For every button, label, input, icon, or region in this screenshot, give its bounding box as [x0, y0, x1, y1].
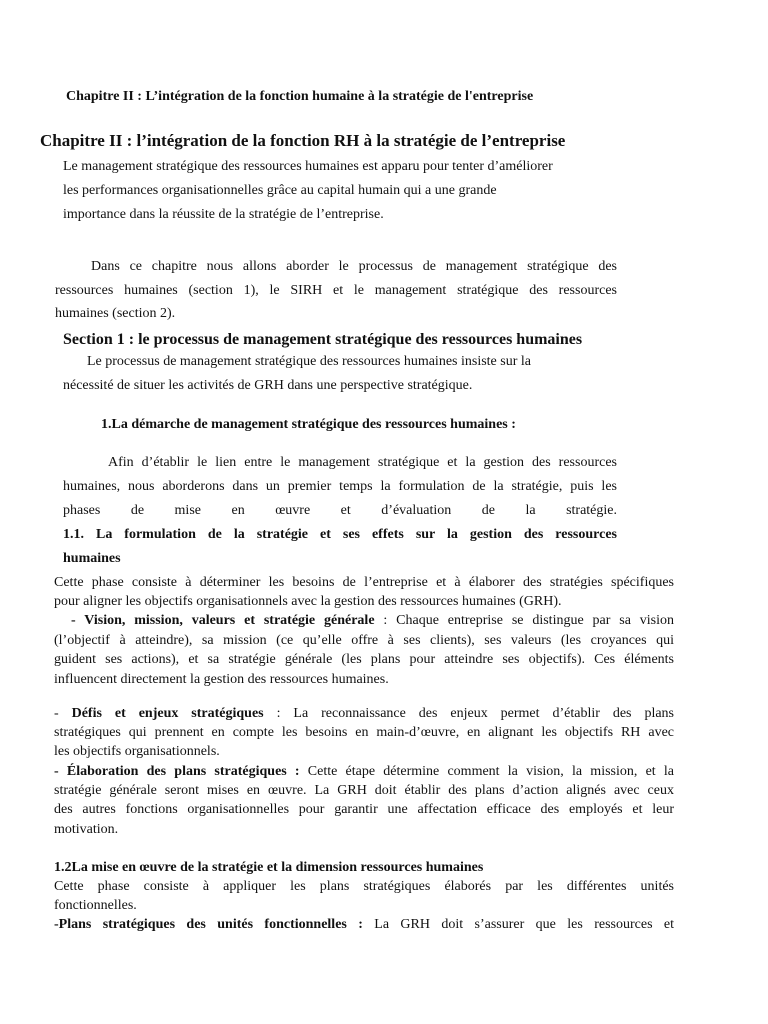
- chapter-plan-line: humaines (section 2).: [55, 306, 176, 321]
- elaboration-paragraph-line: motivation.: [54, 822, 119, 837]
- elaboration-paragraph-line: des autres fonctions organisationnelles pour garantir une affectation efficace des employés et leur: [54, 802, 674, 817]
- subsection12-title: 1.2La mise en œuvre de la stratégie et la dimension ressources humaines: [54, 860, 484, 875]
- defis-paragraph-line: les objectifs organisationnels.: [54, 744, 220, 759]
- subsection11-intro-line: pour aligner les objectifs organisationnels avec la gestion des ressources humaines (GRH).: [54, 594, 562, 609]
- subsection11-intro-line: Cette phase consiste à déterminer les besoins de l’entreprise et à élaborer des stratégies spécifiques: [54, 575, 674, 590]
- section1-intro-line: Le processus de management stratégique des ressources humaines insiste sur la: [87, 354, 531, 369]
- plans-label: -Plans stratégiques des unités fonctionnelles :: [54, 917, 363, 932]
- vision-text: : Chaque entreprise se distingue par sa vision: [374, 613, 675, 628]
- chapter-title: Chapitre II : l’intégration de la fonction RH à la stratégie de l’entreprise: [40, 131, 566, 150]
- subsection1-text-line: humaines, nous aborderons dans un premier temps la formulation de la stratégie, puis les: [63, 479, 617, 494]
- defis-label: Défis et enjeux stratégiques: [71, 706, 264, 721]
- vision-paragraph-line: influencent directement la gestion des ressources humaines.: [54, 672, 389, 687]
- elaboration-label: - Élaboration des plans stratégiques :: [54, 764, 300, 779]
- subsection11-title-cont: humaines: [63, 551, 121, 566]
- elaboration-paragraph-line: stratégie générale seront mises en œuvre. La GRH doit établir des plans d’action alignés avec ceux: [54, 783, 674, 798]
- subsection12-line: Cette phase consiste à appliquer les plans stratégiques élaborés par les différentes unités: [54, 879, 674, 894]
- chapter-plan-line: Dans ce chapitre nous allons aborder le processus de management stratégique des: [91, 259, 617, 274]
- subsection12-line: fonctionnelles.: [54, 898, 137, 913]
- subsection1-text-line: Afin d’établir le lien entre le management stratégique et la gestion des ressources: [108, 455, 617, 470]
- vision-paragraph-line: [71, 612, 674, 629]
- intro-line: Le management stratégique des ressources humaines est apparu pour tenter d’améliorer: [63, 159, 553, 174]
- subsection11-title: 1.1. La formulation de la stratégie et ses effets sur la gestion des ressources: [63, 527, 617, 542]
- subsection1-text-line: phases de mise en œuvre et d’évaluation de la stratégie.: [63, 503, 617, 518]
- defis-dash: -: [54, 706, 72, 721]
- plans-paragraph-line: [54, 916, 674, 933]
- vision-label: - Vision, mission, valeurs et stratégie générale: [71, 613, 375, 628]
- intro-line: importance dans la réussite de la stratégie de l’entreprise.: [63, 207, 384, 222]
- elaboration-text: Cette étape détermine comment la vision, la mission, et la: [299, 764, 674, 779]
- section1-intro-line: nécessité de situer les activités de GRH dans une perspective stratégique.: [63, 378, 473, 393]
- defis-paragraph-line: stratégiques qui prennent en compte les besoins en main-d’œuvre, en alignant les objectifs RH avec: [54, 725, 674, 740]
- chapter-plan-line: ressources humaines (section 1), le SIRH et le management stratégique des ressources: [55, 283, 617, 298]
- vision-paragraph-line: (l’objectif à atteindre), sa mission (ce qu’elle offre à ses clients), ses valeurs (les croyances qui: [54, 633, 674, 648]
- chapter-header: Chapitre II : L’intégration de la fonction humaine à la stratégie de l'entreprise: [66, 89, 534, 104]
- defis-text: : La reconnaissance des enjeux permet d’établir des plans: [263, 706, 675, 721]
- defis-paragraph-line: [54, 705, 674, 722]
- elaboration-paragraph-line: [54, 763, 674, 780]
- plans-text: La GRH doit s’assurer que les ressources et: [362, 917, 674, 932]
- vision-paragraph-line: guident ses actions), et sa stratégie générale (les plans pour atteindre ses objectifs). Ces éléments: [54, 652, 674, 667]
- section1-title: Section 1 : le processus de management stratégique des ressources humaines: [63, 331, 583, 348]
- intro-line: les performances organisationnelles grâce au capital humain qui a une grande: [63, 183, 497, 198]
- subsection1-title: 1.La démarche de management stratégique des ressources humaines :: [101, 417, 516, 432]
